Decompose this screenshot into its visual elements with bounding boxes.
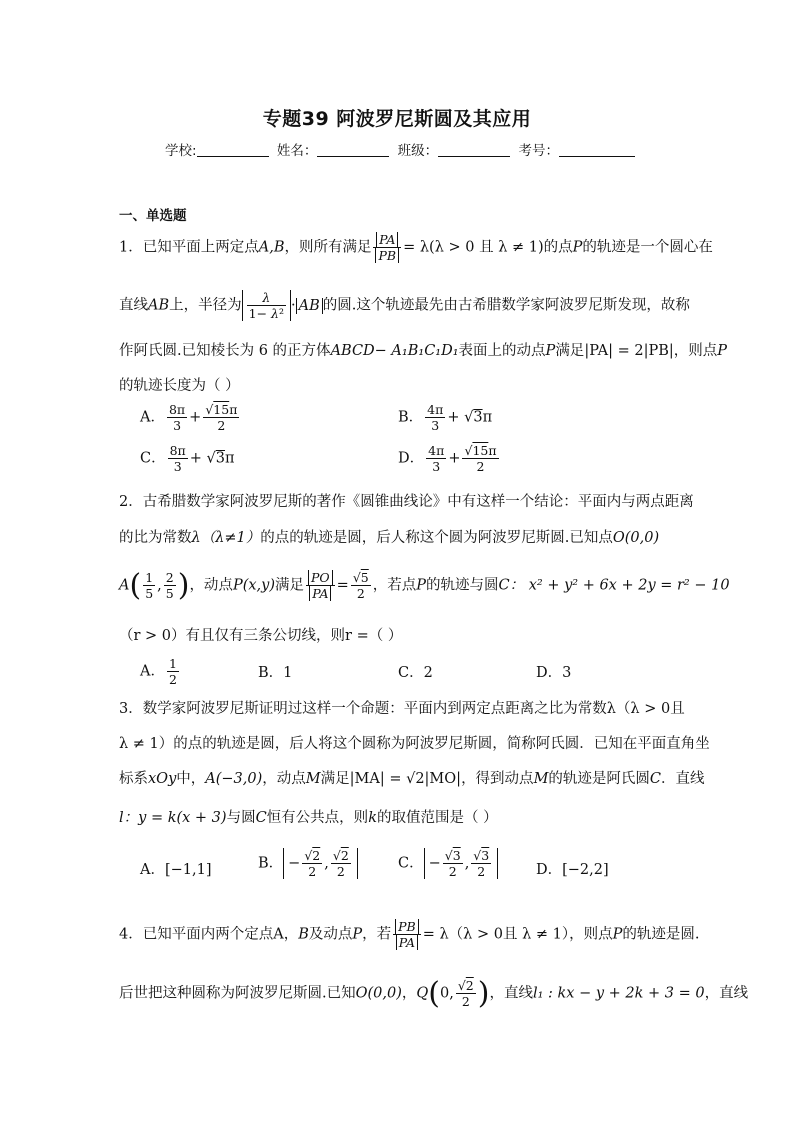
q1-text: 作阿氏圆.已知棱长为 6 的正方体 bbox=[119, 343, 331, 359]
q1-segment: AB bbox=[148, 297, 170, 314]
q3-line-equation: l：y = k(x + 3) bbox=[119, 810, 227, 826]
q1-option-c[interactable]: C． $\frac{8\pi}{3}$ + √3π bbox=[140, 443, 235, 474]
option-letter: D． bbox=[398, 450, 425, 467]
q2-text: 的轨迹与圆 bbox=[426, 577, 499, 594]
q2-option-a[interactable]: A． $\frac{1}{2}$ bbox=[140, 656, 177, 687]
q1-point: P bbox=[717, 343, 728, 359]
school-label: 学校: bbox=[165, 143, 197, 159]
school-field[interactable] bbox=[197, 144, 269, 157]
q3-k: k bbox=[368, 810, 377, 826]
section-heading: 一、单选题 bbox=[119, 208, 187, 224]
q3-line-2: λ ≠ 1）的点的轨迹是圆，后人将这个圆称为阿波罗尼斯圆，简称阿氏圆．已知在平面直角坐 bbox=[119, 736, 710, 752]
q1-text: ，则点 bbox=[673, 343, 718, 359]
q1-line-2: 直线AB上，半径为 $\frac{\lambda}{\text{1− λ²}}$ · AB 的圆.这个轨迹最先由古希腊数学家阿波罗尼斯发现，故称 bbox=[119, 290, 690, 321]
q4-text: = λ（λ > 0且 λ ≠ 1），则点 bbox=[422, 926, 613, 943]
q4-point-b: B bbox=[298, 926, 309, 943]
q3-condition: |MA| = √2|MO| bbox=[349, 771, 462, 787]
q1-text: 的圆.这个轨迹最先由古希腊数学家阿波罗尼斯发现，故称 bbox=[322, 297, 690, 314]
option-letter: C． bbox=[140, 450, 166, 467]
q4-text: ，若 bbox=[362, 926, 392, 943]
q2-text: ，若点 bbox=[372, 577, 417, 594]
q1-radius-fraction: $\frac{\lambda}{\text{1− λ²}}$ bbox=[242, 290, 291, 321]
q1-line-4: 的轨迹长度为（ ） bbox=[119, 378, 240, 394]
q3-option-d[interactable]: D．[−2,2] bbox=[536, 862, 609, 878]
q3-option-a[interactable]: A．[−1,1] bbox=[140, 862, 212, 878]
q3-text: 的轨迹是阿氏圆 bbox=[548, 771, 650, 787]
q4-text: ，直线 bbox=[704, 985, 749, 1002]
q4-point-o: O(0,0) bbox=[355, 985, 402, 1002]
q3-coordinate-system: xOy bbox=[148, 771, 177, 787]
q3-option-b[interactable]: B． − $\frac{√2}{2}$ , $\frac{√2}{2}$ bbox=[258, 848, 358, 879]
q1-option-d[interactable]: D． $\frac{4\pi}{3}$ + $\frac{√15\pi}{2}$ bbox=[398, 443, 497, 474]
q2-text: ，动点 bbox=[189, 577, 233, 594]
option-letter: A． bbox=[140, 409, 165, 426]
q4-text: ，直线 bbox=[489, 985, 533, 1002]
q2-option-d[interactable]: D．3 bbox=[536, 665, 572, 681]
option-letter: B． bbox=[398, 409, 424, 426]
q3-point-a: A(−3,0) bbox=[205, 771, 263, 787]
q1-text: 1．已知平面上两定点 bbox=[119, 239, 259, 256]
q2-line-3: A( $\frac{1}{5}$ , $\frac{2}{5}$ )，动点P(x,y)满足 $\frac{PO}{PA}$ = $\frac{√5}{2}$ ，若点P的轨迹与圆C： x² + y² + 6x + 2y = r² − 10 bbox=[119, 568, 730, 603]
q3-option-c[interactable]: C． − $\frac{√3}{2}$ , $\frac{√3}{2}$ bbox=[398, 848, 498, 879]
q2-option-c[interactable]: C．2 bbox=[398, 665, 433, 681]
q3-circle: C bbox=[255, 810, 267, 826]
q4-point-q: Q bbox=[416, 985, 429, 1002]
q2-option-b[interactable]: B．1 bbox=[258, 665, 293, 681]
q3-text: ．直线 bbox=[661, 771, 705, 787]
q1-line-1 bbox=[119, 232, 713, 263]
id-field[interactable] bbox=[559, 144, 635, 157]
q3-text: 中， bbox=[176, 771, 206, 787]
q4-text: 4．已知平面内两个定点A， bbox=[119, 926, 299, 943]
q3-circle: C bbox=[649, 771, 662, 787]
q1-text: 直线 bbox=[119, 297, 148, 314]
q1-text: 满足 bbox=[555, 343, 585, 359]
q1-points: A,B bbox=[258, 239, 285, 256]
q4-point-p: P bbox=[352, 926, 363, 943]
option-letter: B． bbox=[258, 855, 284, 872]
q4-text: 的轨迹是圆. bbox=[622, 926, 700, 943]
q1-condition: |PA| = 2|PB| bbox=[584, 343, 674, 359]
q1-option-b[interactable]: B． $\frac{4\pi}{3}$ + √3π bbox=[398, 402, 493, 433]
q3-line-1: 3．数学家阿波罗尼斯证明过这样一个命题：平面内到两定点距离之比为常数λ（λ > 0且 bbox=[119, 701, 685, 717]
option-letter: A． bbox=[140, 663, 165, 680]
q3-point-m: M bbox=[533, 771, 549, 787]
q2-line-2 bbox=[119, 526, 659, 547]
name-label: 姓名： bbox=[276, 143, 318, 159]
q3-text: 标系 bbox=[119, 771, 148, 787]
q2-line-4: （r > 0）有且仅有三条公切线，则r =（ ） bbox=[119, 628, 403, 644]
student-info-line bbox=[165, 139, 639, 159]
q1-text: 表面上的动点 bbox=[458, 343, 546, 359]
q1-text: 的轨迹是一个圆心在 bbox=[582, 239, 713, 256]
name-field[interactable] bbox=[317, 144, 389, 157]
q1-point: P bbox=[545, 343, 556, 359]
q1-text: ，则所有满足 bbox=[284, 239, 372, 256]
q1-ratio-fraction: $\frac{PA}{PB}$ bbox=[373, 232, 401, 263]
q3-point-m: M bbox=[305, 771, 321, 787]
q4-point-p: P bbox=[612, 926, 623, 943]
q2-circle-equation: C： x² + y² + 6x + 2y = r² − 10 bbox=[498, 577, 730, 594]
q2-lambda: λ（λ≠1） bbox=[191, 530, 261, 546]
q4-ratio-fraction: $\frac{PB}{PA}$ bbox=[393, 919, 421, 950]
class-label: 班级： bbox=[397, 143, 439, 159]
q3-text: 的取值范围是（ ） bbox=[376, 810, 498, 826]
q3-line-4 bbox=[119, 806, 498, 827]
q3-text: 与圆 bbox=[226, 810, 256, 826]
q4-text: 后世把这种圆称为阿波罗尼斯圆.已知 bbox=[119, 985, 356, 1002]
q2-point: P bbox=[416, 577, 427, 594]
option-letter: C． bbox=[398, 855, 424, 872]
q3-text: 满足 bbox=[320, 771, 350, 787]
q2-ratio-fraction: $\frac{PO}{PA}$ bbox=[306, 570, 335, 601]
q3-line-3 bbox=[119, 767, 705, 788]
q2-text: 的比为常数 bbox=[119, 530, 192, 546]
q3-text: ，得到动点 bbox=[461, 771, 534, 787]
q2-point-p: P(x,y) bbox=[232, 577, 275, 594]
q2-line-1: 2．古希腊数学家阿波罗尼斯的著作《圆锥曲线论》中有这样一个结论：平面内与两点距离 bbox=[119, 494, 694, 510]
q1-point: P bbox=[572, 239, 583, 256]
q1-text: 上，半径为 bbox=[169, 297, 242, 314]
q2-point-o: O(0,0) bbox=[612, 530, 660, 546]
q4-text: 及动点 bbox=[308, 926, 353, 943]
q2-text: 的点的轨迹是圆，后人称这个圆为阿波罗尼斯圆.已知点 bbox=[260, 530, 613, 546]
page-title: 专题39 阿波罗尼斯圆及其应用 bbox=[262, 108, 532, 130]
q4-line-2: 后世把这种圆称为阿波罗尼斯圆.已知O(0,0)，Q(0, $\frac{√2}{2}$ )，直线l₁ : kx − y + 2k + 3 = 0，直线 bbox=[119, 976, 749, 1011]
id-label: 考号： bbox=[518, 143, 559, 159]
q2-text: 满足 bbox=[275, 577, 304, 594]
q4-text: ， bbox=[401, 985, 417, 1002]
class-field[interactable] bbox=[438, 144, 510, 157]
q1-line-3 bbox=[119, 339, 727, 360]
q3-text: ，动点 bbox=[262, 771, 306, 787]
q1-option-a[interactable]: A． $\frac{8\pi}{3}$ + $\frac{√15\pi}{2}$ bbox=[140, 402, 238, 433]
q4-line-l1: l₁ : kx − y + 2k + 3 = 0 bbox=[532, 985, 705, 1002]
q1-text: = λ(λ > 0 且 λ ≠ 1)的点 bbox=[403, 239, 573, 256]
q3-text: 恒有公共点，则 bbox=[266, 810, 369, 826]
q4-line-1 bbox=[119, 919, 699, 950]
q1-cube: ABCD− A₁B₁C₁D₁ bbox=[330, 343, 459, 359]
